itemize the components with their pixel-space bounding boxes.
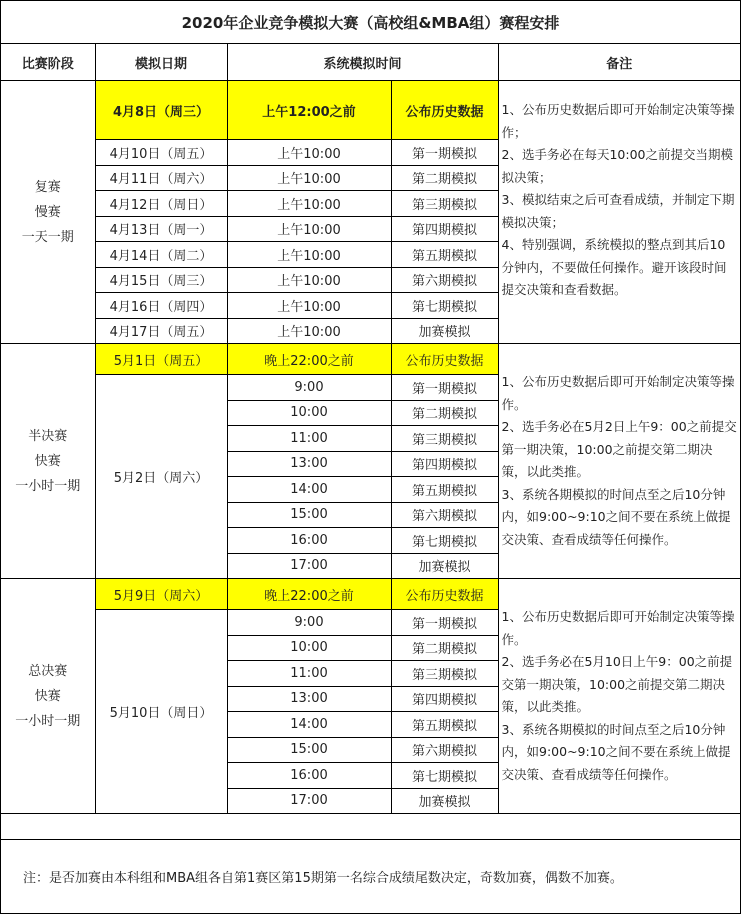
sim-time: 10:00 — [227, 400, 391, 426]
publish-time: 晚上22:00之前 — [227, 579, 391, 610]
sim-time: 15:00 — [227, 737, 391, 763]
note-line: 2、选手务必在5月2日上午9：00之前提交第一期决策，10:00之前提交第二期决策，以此类推。 — [501, 419, 737, 479]
sim-day: 5月10日（周日） — [95, 610, 227, 814]
sim-time: 17:00 — [227, 553, 391, 579]
publish-date: 5月1日（周五） — [95, 344, 227, 375]
sim-label: 第三期模拟 — [391, 426, 498, 452]
sim-label: 第七期模拟 — [391, 763, 498, 789]
sim-label: 第七期模拟 — [391, 293, 498, 319]
note-line: 4、特别强调，系统模拟的整点到其后10分钟内，不要做任何操作。避开该段时间提交决策和查看数据。 — [501, 237, 727, 297]
sim-time: 上午10:00 — [227, 318, 391, 344]
note-line: 3、模拟结束之后可查看成绩，并制定下期模拟决策； — [501, 192, 735, 230]
note-line: 1、公布历史数据后即可开始制定决策等操作。 — [501, 609, 735, 647]
stage-name: 复赛 — [34, 179, 61, 195]
sim-date: 4月16日（周四） — [95, 293, 227, 319]
sim-time: 16:00 — [227, 528, 391, 554]
sim-time: 14:00 — [227, 712, 391, 738]
sim-date: 4月13日（周一） — [95, 216, 227, 242]
stage-name: 半决赛 — [28, 428, 68, 444]
sim-label: 第六期模拟 — [391, 267, 498, 293]
stage-cell-semifinal-round1 — [1, 81, 95, 344]
sim-label: 第四期模拟 — [391, 216, 498, 242]
stage-period: 一小时一期 — [15, 478, 81, 494]
publish-time: 上午12:00之前 — [227, 81, 391, 140]
sim-label: 第二期模拟 — [391, 165, 498, 191]
sim-date: 4月14日（周二） — [95, 242, 227, 268]
stage-period: 一小时一期 — [15, 713, 81, 729]
note-line: 3、系统各期模拟的时间点至之后10分钟内，如9:00~9:10之间不要在系统上做提交决策、查看成绩等任何操作。 — [501, 486, 731, 547]
sim-label: 第四期模拟 — [391, 451, 498, 477]
stage-period: 一天一期 — [21, 229, 74, 245]
sim-label: 第三期模拟 — [391, 191, 498, 217]
sim-time: 上午10:00 — [227, 165, 391, 191]
note-line: 1、公布历史数据后即可开始制定决策等操作； — [501, 102, 735, 140]
notes-cell — [498, 579, 740, 814]
publish-label: 公布历史数据 — [391, 579, 498, 610]
sim-time: 13:00 — [227, 686, 391, 712]
sim-time: 9:00 — [227, 610, 391, 636]
sim-date: 4月17日（周五） — [95, 318, 227, 344]
publish-label: 公布历史数据 — [391, 81, 498, 140]
publish-date: 5月9日（周六） — [95, 579, 227, 610]
sim-time: 16:00 — [227, 763, 391, 789]
sim-date: 4月11日（周六） — [95, 165, 227, 191]
sim-label: 第一期模拟 — [391, 140, 498, 166]
publish-date: 4月8日（周三） — [95, 81, 227, 140]
sim-time: 上午10:00 — [227, 140, 391, 166]
sim-label: 加赛模拟 — [391, 788, 498, 814]
note-line: 2、选手务必在每天10:00之前提交当期模拟决策； — [501, 147, 733, 185]
table-title: 2020年企业竞争模拟大赛（高校组&MBA组）赛程安排 — [1, 1, 740, 44]
header-date: 模拟日期 — [95, 44, 227, 81]
sim-label: 加赛模拟 — [391, 318, 498, 344]
stage-cell-final — [1, 579, 95, 814]
sim-time: 9:00 — [227, 375, 391, 401]
sim-label: 第五期模拟 — [391, 712, 498, 738]
sim-time: 上午10:00 — [227, 267, 391, 293]
sim-label: 第三期模拟 — [391, 661, 498, 687]
sim-time: 17:00 — [227, 788, 391, 814]
sim-label: 第七期模拟 — [391, 528, 498, 554]
sim-label: 第五期模拟 — [391, 477, 498, 503]
notes-cell — [498, 81, 740, 344]
sim-day: 5月2日（周六） — [95, 375, 227, 579]
sim-label: 第四期模拟 — [391, 686, 498, 712]
sim-time: 15:00 — [227, 502, 391, 528]
sim-date: 4月15日（周三） — [95, 267, 227, 293]
sim-date: 4月12日（周日） — [95, 191, 227, 217]
sim-label: 第一期模拟 — [391, 375, 498, 401]
stage-cell-semifinal — [1, 344, 95, 579]
note-line: 1、公布历史数据后即可开始制定决策等操作。 — [501, 374, 735, 412]
sim-label: 第二期模拟 — [391, 635, 498, 661]
sim-date: 4月10日（周五） — [95, 140, 227, 166]
sim-time: 上午10:00 — [227, 242, 391, 268]
header-stage: 比赛阶段 — [1, 44, 95, 81]
sim-time: 上午10:00 — [227, 293, 391, 319]
footnote: 注：是否加赛由本科组和MBA组各自第1赛区第15期第一名综合成绩尾数决定，奇数加赛，偶数不加赛。 — [1, 839, 740, 913]
sim-time: 14:00 — [227, 477, 391, 503]
publish-label: 公布历史数据 — [391, 344, 498, 375]
sim-time: 上午10:00 — [227, 191, 391, 217]
sim-label: 第五期模拟 — [391, 242, 498, 268]
header-notes: 备注 — [498, 44, 740, 81]
sim-time: 11:00 — [227, 426, 391, 452]
sim-time: 11:00 — [227, 661, 391, 687]
sim-label: 第二期模拟 — [391, 400, 498, 426]
note-line: 2、选手务必在5月10日上午9：00之前提交第一期决策，10:00之前提交第二期决策，以此类推。 — [501, 654, 733, 714]
sim-time: 上午10:00 — [227, 216, 391, 242]
stage-speed: 快赛 — [34, 688, 61, 704]
sim-time: 13:00 — [227, 451, 391, 477]
sim-label: 加赛模拟 — [391, 553, 498, 579]
schedule-table — [1, 1, 740, 814]
sim-label: 第一期模拟 — [391, 610, 498, 636]
note-line: 3、系统各期模拟的时间点至之后10分钟内，如9:00~9:10之间不要在系统上做提交决策、查看成绩等任何操作。 — [501, 721, 731, 782]
stage-speed: 快赛 — [34, 453, 61, 469]
stage-name: 总决赛 — [28, 663, 68, 679]
stage-speed: 慢赛 — [34, 204, 61, 220]
header-time: 系统模拟时间 — [227, 44, 498, 81]
sim-label: 第六期模拟 — [391, 737, 498, 763]
notes-cell — [498, 344, 740, 579]
sim-time: 10:00 — [227, 635, 391, 661]
publish-time: 晚上22:00之前 — [227, 344, 391, 375]
sim-label: 第六期模拟 — [391, 502, 498, 528]
